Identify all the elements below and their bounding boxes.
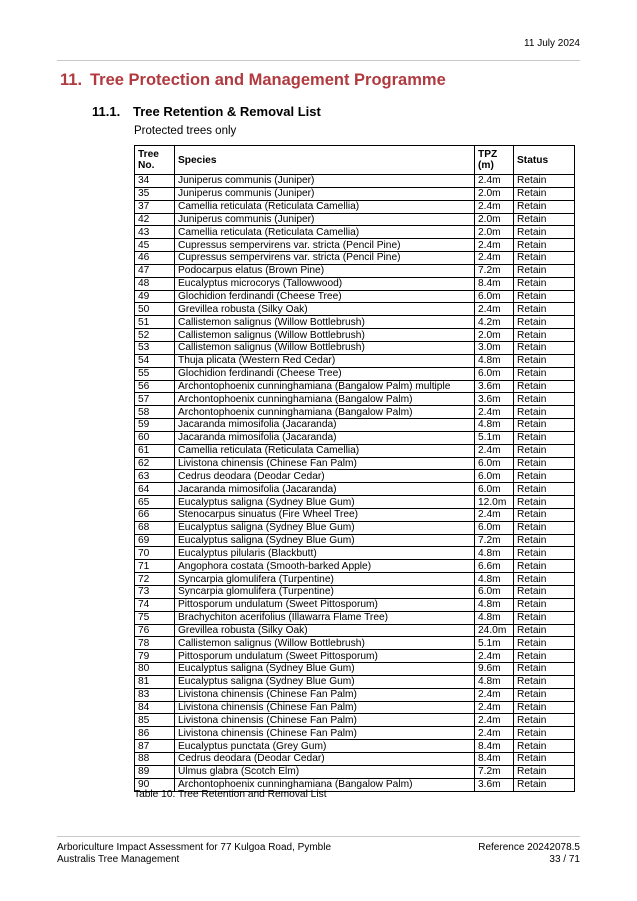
cell-species: Archontophoenix cunninghamiana (Bangalow Palm) multiple: [175, 380, 475, 393]
table-row: [135, 406, 575, 419]
table-header-row: [135, 146, 575, 175]
table-row: [135, 598, 575, 611]
cell-species: Glochidion ferdinandi (Cheese Tree): [175, 367, 475, 380]
cell-species: Eucalyptus punctata (Grey Gum): [175, 740, 475, 753]
cell-tree-no: 76: [135, 624, 175, 637]
subsection-number: 11.1.: [92, 104, 121, 119]
cell-status: Retain: [514, 393, 575, 406]
cell-tree-no: 70: [135, 547, 175, 560]
cell-tpz: 4.8m: [475, 573, 514, 586]
cell-status: Retain: [514, 560, 575, 573]
cell-status: Retain: [514, 637, 575, 650]
cell-species: Jacaranda mimosifolia (Jacaranda): [175, 431, 475, 444]
table-row: [135, 765, 575, 778]
table-row: [135, 534, 575, 547]
table-row: [135, 508, 575, 521]
cell-tree-no: 69: [135, 534, 175, 547]
table-row: [135, 354, 575, 367]
table-row: [135, 444, 575, 457]
cell-tpz: 4.8m: [475, 547, 514, 560]
cell-tpz: 3.6m: [475, 778, 514, 791]
cell-species: Eucalyptus saligna (Sydney Blue Gum): [175, 521, 475, 534]
cell-tpz: 2.0m: [475, 329, 514, 342]
cell-status: Retain: [514, 264, 575, 277]
cell-status: Retain: [514, 226, 575, 239]
cell-status: Retain: [514, 277, 575, 290]
cell-status: Retain: [514, 586, 575, 599]
cell-status: Retain: [514, 431, 575, 444]
table-row: [135, 573, 575, 586]
cell-tree-no: 37: [135, 200, 175, 213]
cell-status: Retain: [514, 380, 575, 393]
table-row: [135, 187, 575, 200]
cell-species: Livistona chinensis (Chinese Fan Palm): [175, 457, 475, 470]
cell-status: Retain: [514, 650, 575, 663]
cell-status: Retain: [514, 239, 575, 252]
cell-tpz: 2.4m: [475, 175, 514, 188]
cell-tree-no: 74: [135, 598, 175, 611]
cell-tpz: 4.2m: [475, 316, 514, 329]
cell-species: Callistemon salignus (Willow Bottlebrush): [175, 341, 475, 354]
cell-tree-no: 47: [135, 264, 175, 277]
cell-tree-no: 46: [135, 252, 175, 265]
cell-species: Livistona chinensis (Chinese Fan Palm): [175, 727, 475, 740]
table-row: [135, 329, 575, 342]
cell-status: Retain: [514, 573, 575, 586]
subsection-note: Protected trees only: [134, 125, 237, 137]
cell-tpz: 6.0m: [475, 290, 514, 303]
cell-species: Archontophoenix cunninghamiana (Bangalow Palm): [175, 778, 475, 791]
cell-status: Retain: [514, 521, 575, 534]
cell-tpz: 5.1m: [475, 431, 514, 444]
cell-tree-no: 51: [135, 316, 175, 329]
cell-tree-no: 48: [135, 277, 175, 290]
cell-status: Retain: [514, 419, 575, 432]
footer-page-number: 33 / 71: [549, 854, 580, 865]
cell-tree-no: 89: [135, 765, 175, 778]
cell-status: Retain: [514, 213, 575, 226]
cell-tree-no: 57: [135, 393, 175, 406]
subsection-heading: [92, 104, 321, 119]
cell-tpz: 2.4m: [475, 444, 514, 457]
cell-tpz: 6.0m: [475, 521, 514, 534]
cell-tree-no: 68: [135, 521, 175, 534]
table-row: [135, 740, 575, 753]
table-row: [135, 701, 575, 714]
cell-status: Retain: [514, 200, 575, 213]
table-row: [135, 611, 575, 624]
cell-tree-no: 75: [135, 611, 175, 624]
cell-tree-no: 81: [135, 675, 175, 688]
table-row: [135, 457, 575, 470]
cell-tpz: 2.4m: [475, 727, 514, 740]
header-tree-no: [135, 146, 175, 175]
cell-tpz: 3.0m: [475, 341, 514, 354]
cell-tree-no: 54: [135, 354, 175, 367]
cell-species: Livistona chinensis (Chinese Fan Palm): [175, 714, 475, 727]
cell-tree-no: 45: [135, 239, 175, 252]
cell-status: Retain: [514, 778, 575, 791]
cell-status: Retain: [514, 252, 575, 265]
cell-tpz: 2.4m: [475, 688, 514, 701]
cell-tree-no: 79: [135, 650, 175, 663]
cell-tpz: 6.0m: [475, 483, 514, 496]
cell-status: Retain: [514, 290, 575, 303]
footer-left: [57, 842, 331, 866]
cell-species: Podocarpus elatus (Brown Pine): [175, 264, 475, 277]
cell-tpz: 5.1m: [475, 637, 514, 650]
cell-status: Retain: [514, 175, 575, 188]
footer-right: [478, 842, 580, 866]
table-row: [135, 727, 575, 740]
cell-tpz: 2.0m: [475, 226, 514, 239]
cell-tpz: 4.8m: [475, 419, 514, 432]
cell-tree-no: 59: [135, 419, 175, 432]
cell-species: Ulmus glabra (Scotch Elm): [175, 765, 475, 778]
cell-tpz: 2.4m: [475, 701, 514, 714]
header-tpz: [475, 146, 514, 175]
cell-tpz: 4.8m: [475, 611, 514, 624]
cell-tpz: 8.4m: [475, 752, 514, 765]
cell-tree-no: 64: [135, 483, 175, 496]
cell-tree-no: 72: [135, 573, 175, 586]
cell-tree-no: 71: [135, 560, 175, 573]
cell-species: Juniperus communis (Juniper): [175, 187, 475, 200]
cell-status: Retain: [514, 470, 575, 483]
header-divider: [57, 60, 580, 61]
cell-tpz: 8.4m: [475, 740, 514, 753]
cell-status: Retain: [514, 508, 575, 521]
cell-status: Retain: [514, 316, 575, 329]
table-row: [135, 637, 575, 650]
table-body: [135, 175, 575, 792]
cell-tpz: 2.4m: [475, 200, 514, 213]
cell-species: Cupressus sempervirens var. stricta (Pencil Pine): [175, 252, 475, 265]
cell-tpz: 2.0m: [475, 187, 514, 200]
cell-tpz: 6.6m: [475, 560, 514, 573]
cell-status: Retain: [514, 727, 575, 740]
cell-status: Retain: [514, 624, 575, 637]
cell-species: Glochidion ferdinandi (Cheese Tree): [175, 290, 475, 303]
cell-species: Syncarpia glomulifera (Turpentine): [175, 573, 475, 586]
cell-tpz: 2.0m: [475, 213, 514, 226]
cell-species: Jacaranda mimosifolia (Jacaranda): [175, 419, 475, 432]
cell-status: Retain: [514, 663, 575, 676]
table-caption: Table 10. Tree Retention and Removal List: [134, 789, 327, 800]
cell-tree-no: 52: [135, 329, 175, 342]
cell-status: Retain: [514, 534, 575, 547]
cell-tpz: 6.0m: [475, 470, 514, 483]
cell-species: Thuja plicata (Western Red Cedar): [175, 354, 475, 367]
cell-species: Camellia reticulata (Reticulata Camellia): [175, 200, 475, 213]
cell-tpz: 24.0m: [475, 624, 514, 637]
cell-status: Retain: [514, 483, 575, 496]
section-heading: [60, 71, 446, 90]
table-row: [135, 663, 575, 676]
cell-tpz: 8.4m: [475, 277, 514, 290]
cell-tree-no: 78: [135, 637, 175, 650]
cell-status: Retain: [514, 341, 575, 354]
cell-species: Archontophoenix cunninghamiana (Bangalow Palm): [175, 406, 475, 419]
cell-tpz: 2.4m: [475, 714, 514, 727]
cell-tree-no: 83: [135, 688, 175, 701]
cell-species: Eucalyptus saligna (Sydney Blue Gum): [175, 663, 475, 676]
cell-status: Retain: [514, 444, 575, 457]
cell-tree-no: 61: [135, 444, 175, 457]
table-row: [135, 239, 575, 252]
table-row: [135, 419, 575, 432]
cell-species: Eucalyptus pilularis (Blackbutt): [175, 547, 475, 560]
cell-status: Retain: [514, 329, 575, 342]
cell-status: Retain: [514, 354, 575, 367]
table-row: [135, 175, 575, 188]
table-row: [135, 547, 575, 560]
header-species: Species: [175, 146, 475, 175]
table-row: [135, 277, 575, 290]
table-row: [135, 675, 575, 688]
table-row: [135, 650, 575, 663]
cell-tree-no: 90: [135, 778, 175, 791]
footer-reference: Reference 20242078.5: [478, 842, 580, 853]
cell-species: Cedrus deodara (Deodar Cedar): [175, 752, 475, 765]
footer-company: Australis Tree Management: [57, 854, 180, 865]
cell-tpz: 2.4m: [475, 252, 514, 265]
cell-tree-no: 35: [135, 187, 175, 200]
cell-tree-no: 43: [135, 226, 175, 239]
cell-tpz: 2.4m: [475, 303, 514, 316]
cell-species: Jacaranda mimosifolia (Jacaranda): [175, 483, 475, 496]
cell-status: Retain: [514, 367, 575, 380]
cell-status: Retain: [514, 547, 575, 560]
table-row: [135, 560, 575, 573]
cell-status: Retain: [514, 765, 575, 778]
cell-species: Angophora costata (Smooth-barked Apple): [175, 560, 475, 573]
cell-species: Callistemon salignus (Willow Bottlebrush): [175, 637, 475, 650]
table-row: [135, 496, 575, 509]
cell-species: Cupressus sempervirens var. stricta (Pencil Pine): [175, 239, 475, 252]
cell-tree-no: 80: [135, 663, 175, 676]
table-row: [135, 714, 575, 727]
cell-species: Brachychiton acerifolius (Illawarra Flame Tree): [175, 611, 475, 624]
cell-status: Retain: [514, 457, 575, 470]
cell-species: Livistona chinensis (Chinese Fan Palm): [175, 701, 475, 714]
cell-tpz: 7.2m: [475, 534, 514, 547]
cell-status: Retain: [514, 675, 575, 688]
footer-document-title: Arboriculture Impact Assessment for 77 Kulgoa Road, Pymble: [57, 842, 332, 853]
cell-tree-no: 62: [135, 457, 175, 470]
header-status: Status: [514, 146, 575, 175]
table-row: [135, 264, 575, 277]
table-row: [135, 393, 575, 406]
cell-species: Grevillea robusta (Silky Oak): [175, 624, 475, 637]
table-row: [135, 470, 575, 483]
cell-species: Camellia reticulata (Reticulata Camellia): [175, 444, 475, 457]
cell-species: Juniperus communis (Juniper): [175, 213, 475, 226]
cell-tpz: 7.2m: [475, 765, 514, 778]
cell-tree-no: 66: [135, 508, 175, 521]
cell-tpz: 3.6m: [475, 380, 514, 393]
cell-tree-no: 42: [135, 213, 175, 226]
cell-status: Retain: [514, 701, 575, 714]
cell-tree-no: 63: [135, 470, 175, 483]
cell-tree-no: 73: [135, 586, 175, 599]
table-row: [135, 688, 575, 701]
subsection-title: Tree Retention & Removal List: [133, 104, 321, 119]
cell-tree-no: 49: [135, 290, 175, 303]
tree-retention-table: [134, 145, 575, 792]
cell-status: Retain: [514, 406, 575, 419]
cell-status: Retain: [514, 611, 575, 624]
cell-species: Eucalyptus saligna (Sydney Blue Gum): [175, 496, 475, 509]
cell-species: Eucalyptus microcorys (Tallowwood): [175, 277, 475, 290]
cell-tpz: 2.4m: [475, 239, 514, 252]
cell-tree-no: 60: [135, 431, 175, 444]
section-number: 11.: [60, 71, 83, 89]
cell-tree-no: 56: [135, 380, 175, 393]
table-row: [135, 316, 575, 329]
cell-tree-no: 87: [135, 740, 175, 753]
cell-species: Syncarpia glomulifera (Turpentine): [175, 586, 475, 599]
cell-species: Callistemon salignus (Willow Bottlebrush): [175, 329, 475, 342]
header-tpz-label: TPZ (m): [478, 149, 498, 171]
cell-status: Retain: [514, 714, 575, 727]
cell-tree-no: 84: [135, 701, 175, 714]
cell-tree-no: 50: [135, 303, 175, 316]
cell-species: Camellia reticulata (Reticulata Camellia): [175, 226, 475, 239]
cell-species: Pittosporum undulatum (Sweet Pittosporum): [175, 650, 475, 663]
table-row: [135, 341, 575, 354]
cell-status: Retain: [514, 688, 575, 701]
table-row: [135, 521, 575, 534]
table-row: [135, 252, 575, 265]
cell-tpz: 2.4m: [475, 650, 514, 663]
cell-status: Retain: [514, 496, 575, 509]
table-row: [135, 303, 575, 316]
cell-tpz: 6.0m: [475, 457, 514, 470]
cell-tpz: 9.6m: [475, 663, 514, 676]
cell-species: Eucalyptus saligna (Sydney Blue Gum): [175, 534, 475, 547]
cell-tpz: 12.0m: [475, 496, 514, 509]
cell-tpz: 4.8m: [475, 354, 514, 367]
section-title: Tree Protection and Management Programme: [90, 71, 446, 89]
cell-species: Archontophoenix cunninghamiana (Bangalow Palm): [175, 393, 475, 406]
table-row: [135, 483, 575, 496]
cell-tree-no: 86: [135, 727, 175, 740]
cell-species: Stenocarpus sinuatus (Fire Wheel Tree): [175, 508, 475, 521]
cell-tpz: 7.2m: [475, 264, 514, 277]
cell-tpz: 4.8m: [475, 675, 514, 688]
cell-tree-no: 88: [135, 752, 175, 765]
cell-tpz: 3.6m: [475, 393, 514, 406]
cell-tree-no: 53: [135, 341, 175, 354]
table-row: [135, 586, 575, 599]
table-row: [135, 367, 575, 380]
cell-tree-no: 55: [135, 367, 175, 380]
cell-status: Retain: [514, 740, 575, 753]
table-row: [135, 226, 575, 239]
cell-tree-no: 58: [135, 406, 175, 419]
cell-tree-no: 34: [135, 175, 175, 188]
table-row: [135, 290, 575, 303]
table-row: [135, 380, 575, 393]
cell-tpz: 2.4m: [475, 406, 514, 419]
cell-species: Livistona chinensis (Chinese Fan Palm): [175, 688, 475, 701]
cell-tree-no: 65: [135, 496, 175, 509]
cell-tpz: 6.0m: [475, 586, 514, 599]
cell-status: Retain: [514, 598, 575, 611]
footer-divider: [57, 836, 580, 837]
table-row: [135, 752, 575, 765]
table-row: [135, 213, 575, 226]
cell-species: Juniperus communis (Juniper): [175, 175, 475, 188]
cell-tpz: 6.0m: [475, 367, 514, 380]
table-row: [135, 200, 575, 213]
cell-species: Pittosporum undulatum (Sweet Pittosporum): [175, 598, 475, 611]
cell-species: Grevillea robusta (Silky Oak): [175, 303, 475, 316]
cell-status: Retain: [514, 187, 575, 200]
table-row: [135, 431, 575, 444]
cell-tree-no: 85: [135, 714, 175, 727]
cell-tpz: 2.4m: [475, 508, 514, 521]
cell-species: Eucalyptus saligna (Sydney Blue Gum): [175, 675, 475, 688]
cell-species: Callistemon salignus (Willow Bottlebrush): [175, 316, 475, 329]
header-tree-no-label: Tree No.: [138, 149, 159, 171]
cell-status: Retain: [514, 752, 575, 765]
table-row: [135, 624, 575, 637]
header-date: 11 July 2024: [524, 38, 580, 49]
cell-status: Retain: [514, 303, 575, 316]
cell-tpz: 4.8m: [475, 598, 514, 611]
cell-species: Cedrus deodara (Deodar Cedar): [175, 470, 475, 483]
